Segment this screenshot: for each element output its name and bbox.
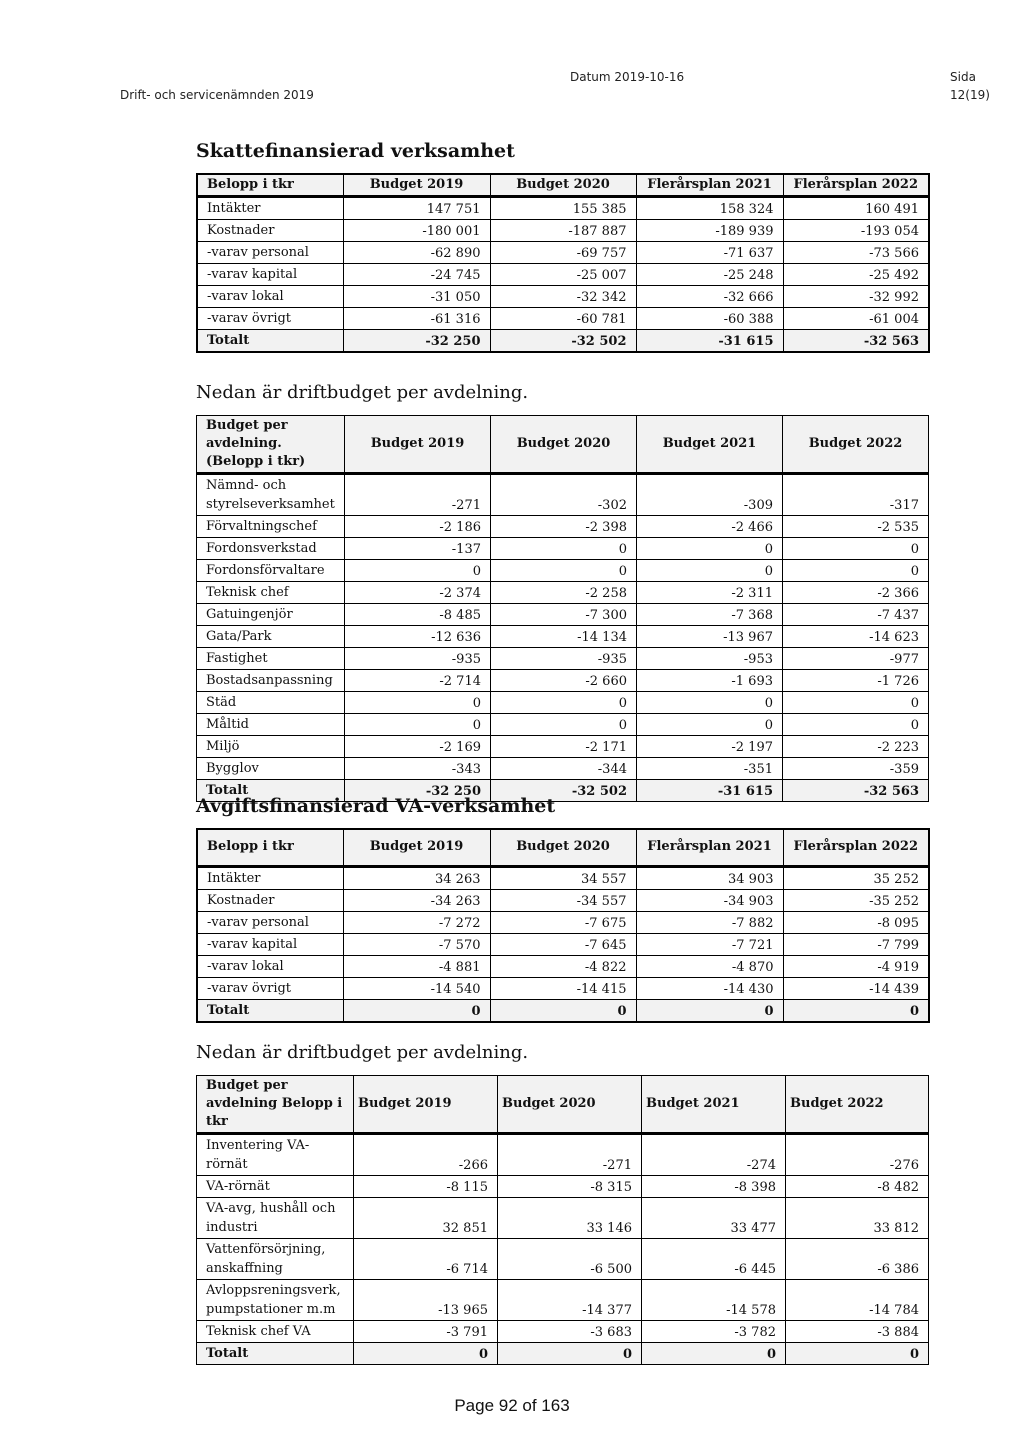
table-row <box>197 604 929 626</box>
table-cell: -32 502 <box>491 780 637 802</box>
table-cell: -137 <box>345 538 491 560</box>
row-label: -varav personal <box>197 911 343 933</box>
column-header: Budget per avdelning Belopp i tkr <box>197 1076 354 1134</box>
table-cell: -34 903 <box>636 889 783 911</box>
row-label: VA-avg, hushåll och industri <box>197 1198 354 1239</box>
table-cell: -14 134 <box>491 626 637 648</box>
column-header: Flerårsplan 2021 <box>636 174 783 197</box>
water-department-budget-intro: Nedan är driftbudget per avdelning. <box>196 1042 529 1063</box>
column-header: Budget 2020 <box>490 174 636 197</box>
table-cell: -953 <box>637 648 783 670</box>
table-cell: 0 <box>345 692 491 714</box>
table-row <box>197 736 929 758</box>
table-row <box>197 955 929 977</box>
column-header: Budget 2020 <box>490 829 636 866</box>
table-cell: -8 115 <box>354 1176 498 1198</box>
department-budget-intro: Nedan är driftbudget per avdelning. <box>196 382 529 403</box>
table-cell: -2 366 <box>783 582 929 604</box>
table-cell: 34 263 <box>343 866 490 889</box>
table-cell: -13 965 <box>354 1280 498 1321</box>
table-cell: -6 386 <box>786 1239 929 1280</box>
table-row <box>197 1239 929 1280</box>
table-cell: -977 <box>783 648 929 670</box>
row-label: Gatuingenjör <box>197 604 345 626</box>
table-cell: -4 919 <box>783 955 929 977</box>
table-row <box>197 538 929 560</box>
table-cell: -61 004 <box>783 308 929 330</box>
table-cell: -2 660 <box>491 670 637 692</box>
table-cell: -2 169 <box>345 736 491 758</box>
table-cell: -309 <box>637 474 783 516</box>
organization-name: Drift- och servicenämnden 2019 <box>120 88 314 102</box>
table-row <box>197 1134 929 1176</box>
table-row <box>197 1176 929 1198</box>
row-label: Fastighet <box>197 648 345 670</box>
table-row <box>197 911 929 933</box>
table-cell: -935 <box>345 648 491 670</box>
row-label: Städ <box>197 692 345 714</box>
row-label: Avloppsreningsverk, pumpstationer m.m <box>197 1280 354 1321</box>
table-row <box>197 670 929 692</box>
table-cell: 0 <box>491 560 637 582</box>
table-cell: -31 615 <box>637 780 783 802</box>
column-header: Budget 2021 <box>642 1076 786 1134</box>
row-label: Bygglov <box>197 758 345 780</box>
table-cell: -14 578 <box>642 1280 786 1321</box>
table-cell: 0 <box>637 714 783 736</box>
table-cell: -7 645 <box>490 933 636 955</box>
row-label: Totalt <box>197 780 345 802</box>
column-header: Budget 2019 <box>345 416 491 474</box>
column-header: Budget 2019 <box>354 1076 498 1134</box>
table-row <box>197 197 929 220</box>
table-cell: -7 272 <box>343 911 490 933</box>
table-cell: 0 <box>491 538 637 560</box>
table-cell: -25 492 <box>783 264 929 286</box>
table-row <box>197 977 929 999</box>
row-label: Intäkter <box>197 866 343 889</box>
table-row <box>197 242 929 264</box>
table-cell: 0 <box>783 560 929 582</box>
row-label: Förvaltningschef <box>197 516 345 538</box>
table-cell: -344 <box>491 758 637 780</box>
row-label: Nämnd- och styrelseverksamhet <box>197 474 345 516</box>
table-row <box>197 692 929 714</box>
row-label: -varav lokal <box>197 955 343 977</box>
table-cell: -6 500 <box>498 1239 642 1280</box>
table-cell: -25 248 <box>636 264 783 286</box>
table-cell: -359 <box>783 758 929 780</box>
table-cell: 34 557 <box>490 866 636 889</box>
table-row <box>197 714 929 736</box>
section-title-fee-funded-water: Avgiftsfinansierad VA-verksamhet <box>196 795 556 817</box>
table-cell: 0 <box>345 714 491 736</box>
table-cell: -7 675 <box>490 911 636 933</box>
row-label: Fordonsverkstad <box>197 538 345 560</box>
table-cell: -14 784 <box>786 1280 929 1321</box>
table-cell: 0 <box>490 999 636 1022</box>
column-header: Flerårsplan 2021 <box>636 829 783 866</box>
table-cell: -69 757 <box>490 242 636 264</box>
row-label: -varav personal <box>197 242 343 264</box>
table-row <box>197 264 929 286</box>
table-cell: -2 223 <box>783 736 929 758</box>
table-cell: -7 799 <box>783 933 929 955</box>
table-cell: -302 <box>491 474 637 516</box>
table-row <box>197 1321 929 1343</box>
row-label: Kostnader <box>197 220 343 242</box>
table-cell: 35 252 <box>783 866 929 889</box>
table-cell: 0 <box>345 560 491 582</box>
table-cell: -351 <box>637 758 783 780</box>
table-cell: -32 250 <box>345 780 491 802</box>
table-cell: -189 939 <box>636 220 783 242</box>
column-header: Budget 2020 <box>498 1076 642 1134</box>
table-cell: -25 007 <box>490 264 636 286</box>
table-cell: -193 054 <box>783 220 929 242</box>
table-cell: -7 437 <box>783 604 929 626</box>
table-cell: -32 250 <box>343 330 490 353</box>
table-cell: -271 <box>345 474 491 516</box>
table-cell: 0 <box>642 1343 786 1365</box>
row-label: Totalt <box>197 1343 354 1365</box>
water-services-budget-table <box>196 828 930 1023</box>
table-cell: -266 <box>354 1134 498 1176</box>
table-cell: -7 300 <box>491 604 637 626</box>
row-label: Gata/Park <box>197 626 345 648</box>
table-cell: -14 377 <box>498 1280 642 1321</box>
table-cell: 0 <box>783 999 929 1022</box>
table-cell: -274 <box>642 1134 786 1176</box>
table-cell: 0 <box>354 1343 498 1365</box>
table-cell: -7 882 <box>636 911 783 933</box>
column-header: Flerårsplan 2022 <box>783 829 929 866</box>
column-header: Budget 2019 <box>343 829 490 866</box>
row-label: -varav kapital <box>197 933 343 955</box>
table-cell: -1 726 <box>783 670 929 692</box>
table-row <box>197 560 929 582</box>
table-cell: -3 791 <box>354 1321 498 1343</box>
table-cell: 0 <box>637 692 783 714</box>
table-cell: -2 714 <box>345 670 491 692</box>
row-label: Teknisk chef <box>197 582 345 604</box>
table-cell: -8 485 <box>345 604 491 626</box>
table-cell: -6 445 <box>642 1239 786 1280</box>
row-label: Fordonsförvaltare <box>197 560 345 582</box>
table-cell: -71 637 <box>636 242 783 264</box>
table-cell: -3 884 <box>786 1321 929 1343</box>
table-cell: -73 566 <box>783 242 929 264</box>
table-cell: -2 171 <box>491 736 637 758</box>
table-cell: -187 887 <box>490 220 636 242</box>
row-label: Inventering VA-rörnät <box>197 1134 354 1176</box>
column-header: Budget 2019 <box>343 174 490 197</box>
table-cell: -2 466 <box>637 516 783 538</box>
table-cell: 34 903 <box>636 866 783 889</box>
column-header: Budget 2021 <box>637 416 783 474</box>
table-cell: -31 615 <box>636 330 783 353</box>
table-row <box>197 758 929 780</box>
table-cell: 0 <box>491 692 637 714</box>
table-cell: -8 482 <box>786 1176 929 1198</box>
table-cell: -32 563 <box>783 780 929 802</box>
table-cell: -8 398 <box>642 1176 786 1198</box>
table-cell: -1 693 <box>637 670 783 692</box>
table-cell: -8 315 <box>498 1176 642 1198</box>
table-cell: 0 <box>783 538 929 560</box>
table-row <box>197 582 929 604</box>
row-label: VA-rörnät <box>197 1176 354 1198</box>
row-label: Miljö <box>197 736 345 758</box>
column-header: Belopp i tkr <box>197 829 343 866</box>
page-footer: Page 92 of 163 <box>454 1396 570 1415</box>
row-label: Intäkter <box>197 197 343 220</box>
table-cell: 147 751 <box>343 197 490 220</box>
table-cell: -14 623 <box>783 626 929 648</box>
column-header: Budget 2020 <box>491 416 637 474</box>
row-label: Vattenförsörjning, anskaffning <box>197 1239 354 1280</box>
table-cell: -14 430 <box>636 977 783 999</box>
table-cell: 155 385 <box>490 197 636 220</box>
column-header: Budget per avdelning. (Belopp i tkr) <box>197 416 345 474</box>
column-header: Belopp i tkr <box>197 174 343 197</box>
page-label: Sida <box>950 70 976 84</box>
table-cell: -34 557 <box>490 889 636 911</box>
table-cell: -60 781 <box>490 308 636 330</box>
table-row <box>197 866 929 889</box>
table-cell: -7 721 <box>636 933 783 955</box>
table-cell: -180 001 <box>343 220 490 242</box>
table-cell: -14 439 <box>783 977 929 999</box>
table-cell: -35 252 <box>783 889 929 911</box>
table-cell: -31 050 <box>343 286 490 308</box>
row-label: -varav kapital <box>197 264 343 286</box>
table-cell: 0 <box>491 714 637 736</box>
table-row <box>197 308 929 330</box>
table-row <box>197 933 929 955</box>
table-cell: 0 <box>783 714 929 736</box>
table-cell: 0 <box>783 692 929 714</box>
table-cell: 0 <box>637 538 783 560</box>
table-cell: -8 095 <box>783 911 929 933</box>
table-cell: -4 881 <box>343 955 490 977</box>
table-cell: 0 <box>343 999 490 1022</box>
table-cell: -14 415 <box>490 977 636 999</box>
table-cell: -24 745 <box>343 264 490 286</box>
column-header: Flerårsplan 2022 <box>783 174 929 197</box>
table-row <box>197 1280 929 1321</box>
table-cell: -935 <box>491 648 637 670</box>
total-row <box>197 330 929 353</box>
table-cell: -4 870 <box>636 955 783 977</box>
table-cell: -34 263 <box>343 889 490 911</box>
table-row <box>197 220 929 242</box>
table-cell: -2 186 <box>345 516 491 538</box>
table-cell: 0 <box>636 999 783 1022</box>
row-label: -varav övrigt <box>197 977 343 999</box>
table-cell: 0 <box>786 1343 929 1365</box>
row-label: Totalt <box>197 999 343 1022</box>
row-label: Måltid <box>197 714 345 736</box>
table-cell: -7 368 <box>637 604 783 626</box>
row-label: -varav lokal <box>197 286 343 308</box>
table-cell: -61 316 <box>343 308 490 330</box>
row-label: Bostadsanpassning <box>197 670 345 692</box>
table-cell: -7 570 <box>343 933 490 955</box>
column-header: Budget 2022 <box>786 1076 929 1134</box>
table-cell: 0 <box>498 1343 642 1365</box>
table-cell: -32 502 <box>490 330 636 353</box>
table-cell: 33 812 <box>786 1198 929 1239</box>
total-row <box>197 1343 929 1365</box>
table-cell: -14 540 <box>343 977 490 999</box>
table-cell: 160 491 <box>783 197 929 220</box>
table-cell: -32 563 <box>783 330 929 353</box>
table-row <box>197 1198 929 1239</box>
total-row <box>197 999 929 1022</box>
table-cell: -343 <box>345 758 491 780</box>
table-cell: -271 <box>498 1134 642 1176</box>
table-cell: 158 324 <box>636 197 783 220</box>
table-cell: -12 636 <box>345 626 491 648</box>
page-number: 12(19) <box>950 88 990 102</box>
table-row <box>197 516 929 538</box>
table-cell: -6 714 <box>354 1239 498 1280</box>
table-cell: -13 967 <box>637 626 783 648</box>
row-label: Kostnader <box>197 889 343 911</box>
table-cell: -3 683 <box>498 1321 642 1343</box>
table-cell: -2 258 <box>491 582 637 604</box>
table-cell: -2 197 <box>637 736 783 758</box>
table-cell: -317 <box>783 474 929 516</box>
table-cell: -32 666 <box>636 286 783 308</box>
table-cell: -62 890 <box>343 242 490 264</box>
table-row <box>197 626 929 648</box>
table-cell: -32 342 <box>490 286 636 308</box>
row-label: -varav övrigt <box>197 308 343 330</box>
table-cell: -2 535 <box>783 516 929 538</box>
table-row <box>197 889 929 911</box>
document-date: Datum 2019-10-16 <box>570 70 685 84</box>
table-cell: -2 398 <box>491 516 637 538</box>
table-cell: 32 851 <box>354 1198 498 1239</box>
table-cell: 33 477 <box>642 1198 786 1239</box>
table-cell: -2 374 <box>345 582 491 604</box>
table-cell: -2 311 <box>637 582 783 604</box>
table-row <box>197 286 929 308</box>
table-cell: -3 782 <box>642 1321 786 1343</box>
row-label: Totalt <box>197 330 343 353</box>
table-cell: 33 146 <box>498 1198 642 1239</box>
table-cell: -276 <box>786 1134 929 1176</box>
table-cell: -4 822 <box>490 955 636 977</box>
section-title-tax-funded: Skattefinansierad verksamhet <box>196 140 515 162</box>
table-cell: -32 992 <box>783 286 929 308</box>
column-header: Budget 2022 <box>783 416 929 474</box>
table-cell: -60 388 <box>636 308 783 330</box>
row-label: Teknisk chef VA <box>197 1321 354 1343</box>
table-cell: 0 <box>637 560 783 582</box>
department-budget-table <box>196 415 929 802</box>
water-department-budget-table <box>196 1075 929 1365</box>
table-row <box>197 648 929 670</box>
tax-funded-budget-table <box>196 173 930 353</box>
table-row <box>197 474 929 516</box>
